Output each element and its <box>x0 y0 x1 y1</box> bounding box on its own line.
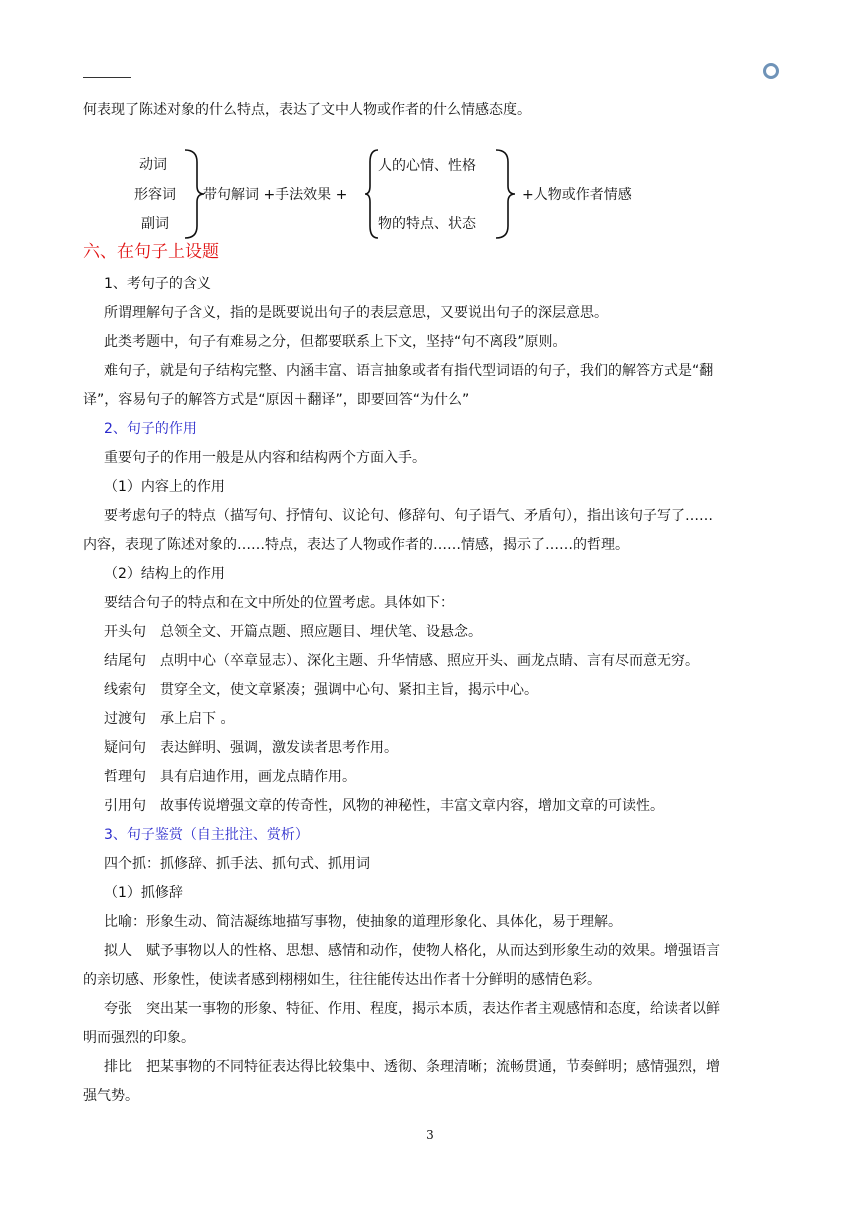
list-item: 疑问句 表达鲜明、强调，激发读者思考作用。 <box>104 740 398 756</box>
diagram-aspect-person: 人的心情、性格 <box>378 158 476 174</box>
subheading: （1）内容上的作用 <box>104 479 225 495</box>
subheading: 3、句子鉴赏（自主批注、赏析） <box>104 827 309 843</box>
diagram-word-verb: 动词 <box>139 157 167 173</box>
paragraph-line: 四个抓：抓修辞、抓手法、抓句式、抓用词 <box>104 856 370 872</box>
paragraph-line: 要考虑句子的特点（描写句、抒情句、议论句、修辞句、句子语气、矛盾句），指出该句子写了…… <box>104 508 713 524</box>
paragraph-line: 的亲切感、形象性，使读者感到栩栩如生，往往能传达出作者十分鲜明的感情色彩。 <box>83 972 601 988</box>
paragraph-line: 明而强烈的印象。 <box>83 1030 195 1046</box>
paragraph-line: 拟人 赋予事物以人的性格、思想、感情和动作，使物人格化，从而达到形象生动的效果。增强语言 <box>104 943 720 959</box>
subheading: （1）抓修辞 <box>104 885 183 901</box>
subheading: 2、句子的作用 <box>104 421 197 437</box>
right-brace-icon <box>183 148 205 240</box>
circle-icon <box>763 63 779 79</box>
paragraph-line: 译”，容易句子的解答方式是“原因＋翻译”，即要回答“为什么” <box>83 392 470 408</box>
paragraph-line: 重要句子的作用一般是从内容和结构两个方面入手。 <box>104 450 426 466</box>
intro-line: 何表现了陈述对象的什么特点，表达了文中人物或作者的什么情感态度。 <box>83 102 531 118</box>
list-item: 开头句 总领全文、开篇点题、照应题目、埋伏笔、设悬念。 <box>104 624 482 640</box>
diagram-aspect-object: 物的特点、状态 <box>378 216 476 232</box>
paragraph-line: 要结合句子的特点和在文中所处的位置考虑。具体如下： <box>104 595 454 611</box>
list-item: 过渡句 承上启下 。 <box>104 711 235 727</box>
paragraph-line: 排比 把某事物的不同特征表达得比较集中、透彻、条理清晰；流畅贯通，节奏鲜明；感情强烈，增 <box>104 1059 720 1075</box>
diagram-word-adjective: 形容词 <box>134 187 176 203</box>
page-number: 3 <box>426 1128 434 1142</box>
section-heading: 六、在句子上设题 <box>83 242 219 262</box>
right-brace-icon <box>494 148 516 240</box>
diagram-word-adverb: 副词 <box>141 216 169 232</box>
list-item: 线索句 贯穿全文，使文章紧凑；强调中心句、紧扣主旨，揭示中心。 <box>104 682 538 698</box>
subheading: 1、考句子的含义 <box>104 276 211 292</box>
paragraph-line: 内容，表现了陈述对象的……特点，表达了人物或作者的……情感，揭示了……的哲理。 <box>83 537 629 553</box>
paragraph-line: 所谓理解句子含义，指的是既要说出句子的表层意思，又要说出句子的深层意思。 <box>104 305 608 321</box>
list-item: 哲理句 具有启迪作用，画龙点睛作用。 <box>104 769 356 785</box>
diagram-middle-text: 带句解词 +手法效果 + <box>203 187 348 203</box>
paragraph-line: 强气势。 <box>83 1088 139 1104</box>
diagram-tail-text: +人物或作者情感 <box>522 187 632 203</box>
paragraph-line: 比喻：形象生动、简洁凝练地描写事物，使抽象的道理形象化、具体化，易于理解。 <box>104 914 622 930</box>
paragraph-line: 夸张 突出某一事物的形象、特征、作用、程度，揭示本质，表达作者主观感情和态度，给读者以鲜 <box>104 1001 720 1017</box>
paragraph-line: 难句子，就是句子结构完整、内涵丰富、语言抽象或者有指代型词语的句子，我们的解答方式是“翻 <box>104 363 714 379</box>
list-item: 结尾句 点明中心（卒章显志）、深化主题、升华情感、照应开头、画龙点睛、言有尽而意无穷。 <box>104 653 699 669</box>
subheading: （2）结构上的作用 <box>104 566 225 582</box>
list-item: 引用句 故事传说增强文章的传奇性，风物的神秘性，丰富文章内容，增加文章的可读性。 <box>104 798 664 814</box>
header-rule <box>83 77 131 78</box>
paragraph-line: 此类考题中，句子有难易之分，但都要联系上下文，坚持“句不离段”原则。 <box>104 334 567 350</box>
